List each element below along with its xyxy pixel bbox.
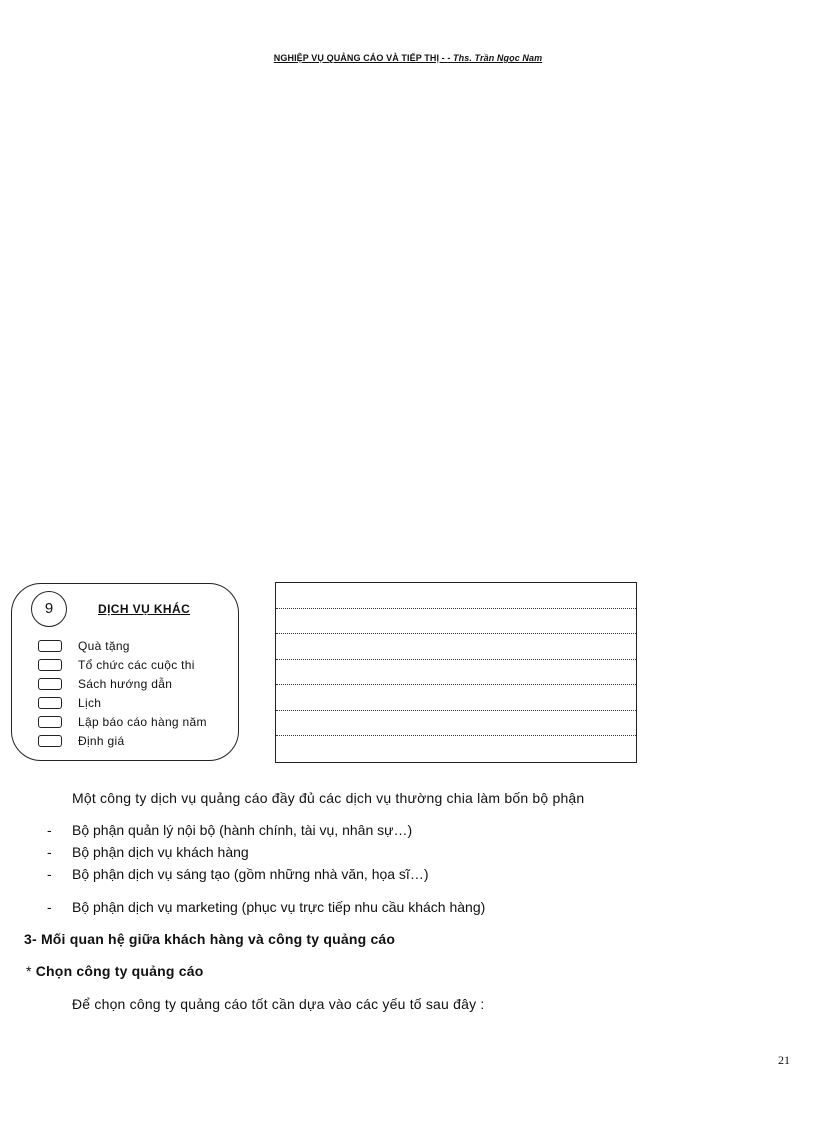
checkbox-icon bbox=[38, 678, 62, 690]
service-list bbox=[38, 636, 207, 750]
dotted-rule bbox=[276, 633, 636, 634]
header-author: - Ths. Trần Ngọc Nam bbox=[447, 53, 543, 63]
dotted-rule bbox=[276, 659, 636, 660]
service-item: Tổ chức các cuộc thi bbox=[38, 655, 207, 674]
list-item: - Bộ phận dịch vụ khách hàng bbox=[47, 844, 249, 860]
service-item: Lịch bbox=[38, 693, 207, 712]
service-item: Định giá bbox=[38, 731, 207, 750]
list-item: - Bộ phận dịch vụ marketing (phục vụ trực tiếp nhu cầu khách hàng) bbox=[47, 899, 486, 915]
service-item: Sách hướng dẫn bbox=[38, 674, 207, 693]
checkbox-icon bbox=[38, 716, 62, 728]
section-number: 9 bbox=[31, 591, 67, 627]
checkbox-icon bbox=[38, 735, 62, 747]
checkbox-icon bbox=[38, 659, 62, 671]
subheading: * Chọn công ty quảng cáo bbox=[26, 963, 204, 979]
dotted-rule bbox=[276, 684, 636, 685]
checkbox-icon bbox=[38, 697, 62, 709]
dotted-rule bbox=[276, 735, 636, 736]
other-services-box bbox=[11, 583, 239, 761]
service-item: Lập báo cáo hàng năm bbox=[38, 712, 207, 731]
dotted-rule bbox=[276, 608, 636, 609]
closing-paragraph: Để chọn công ty quảng cáo tốt cần dựa vào các yếu tố sau đây : bbox=[72, 996, 485, 1012]
dotted-rule bbox=[276, 710, 636, 711]
blank-lines-box bbox=[275, 582, 637, 763]
list-item: - Bộ phận dịch vụ sáng tạo (gồm những nhà văn, họa sĩ…) bbox=[47, 866, 429, 882]
list-item: - Bộ phận quản lý nội bộ (hành chính, tài vụ, nhân sự…) bbox=[47, 822, 413, 838]
header-title: NGHIỆP VỤ QUẢNG CÁO VÀ TIẾP THỊ - bbox=[273, 53, 448, 63]
intro-paragraph: Một công ty dịch vụ quảng cáo đầy đủ các dịch vụ thường chia làm bốn bộ phận bbox=[72, 790, 585, 806]
checkbox-icon bbox=[38, 640, 62, 652]
other-services-title: DỊCH VỤ KHÁC bbox=[98, 602, 191, 616]
page-number: 21 bbox=[778, 1053, 790, 1067]
service-item: Quà tặng bbox=[38, 636, 207, 655]
page-header bbox=[0, 53, 816, 63]
section-heading: 3- Mối quan hệ giữa khách hàng và công ty quảng cáo bbox=[24, 931, 396, 947]
